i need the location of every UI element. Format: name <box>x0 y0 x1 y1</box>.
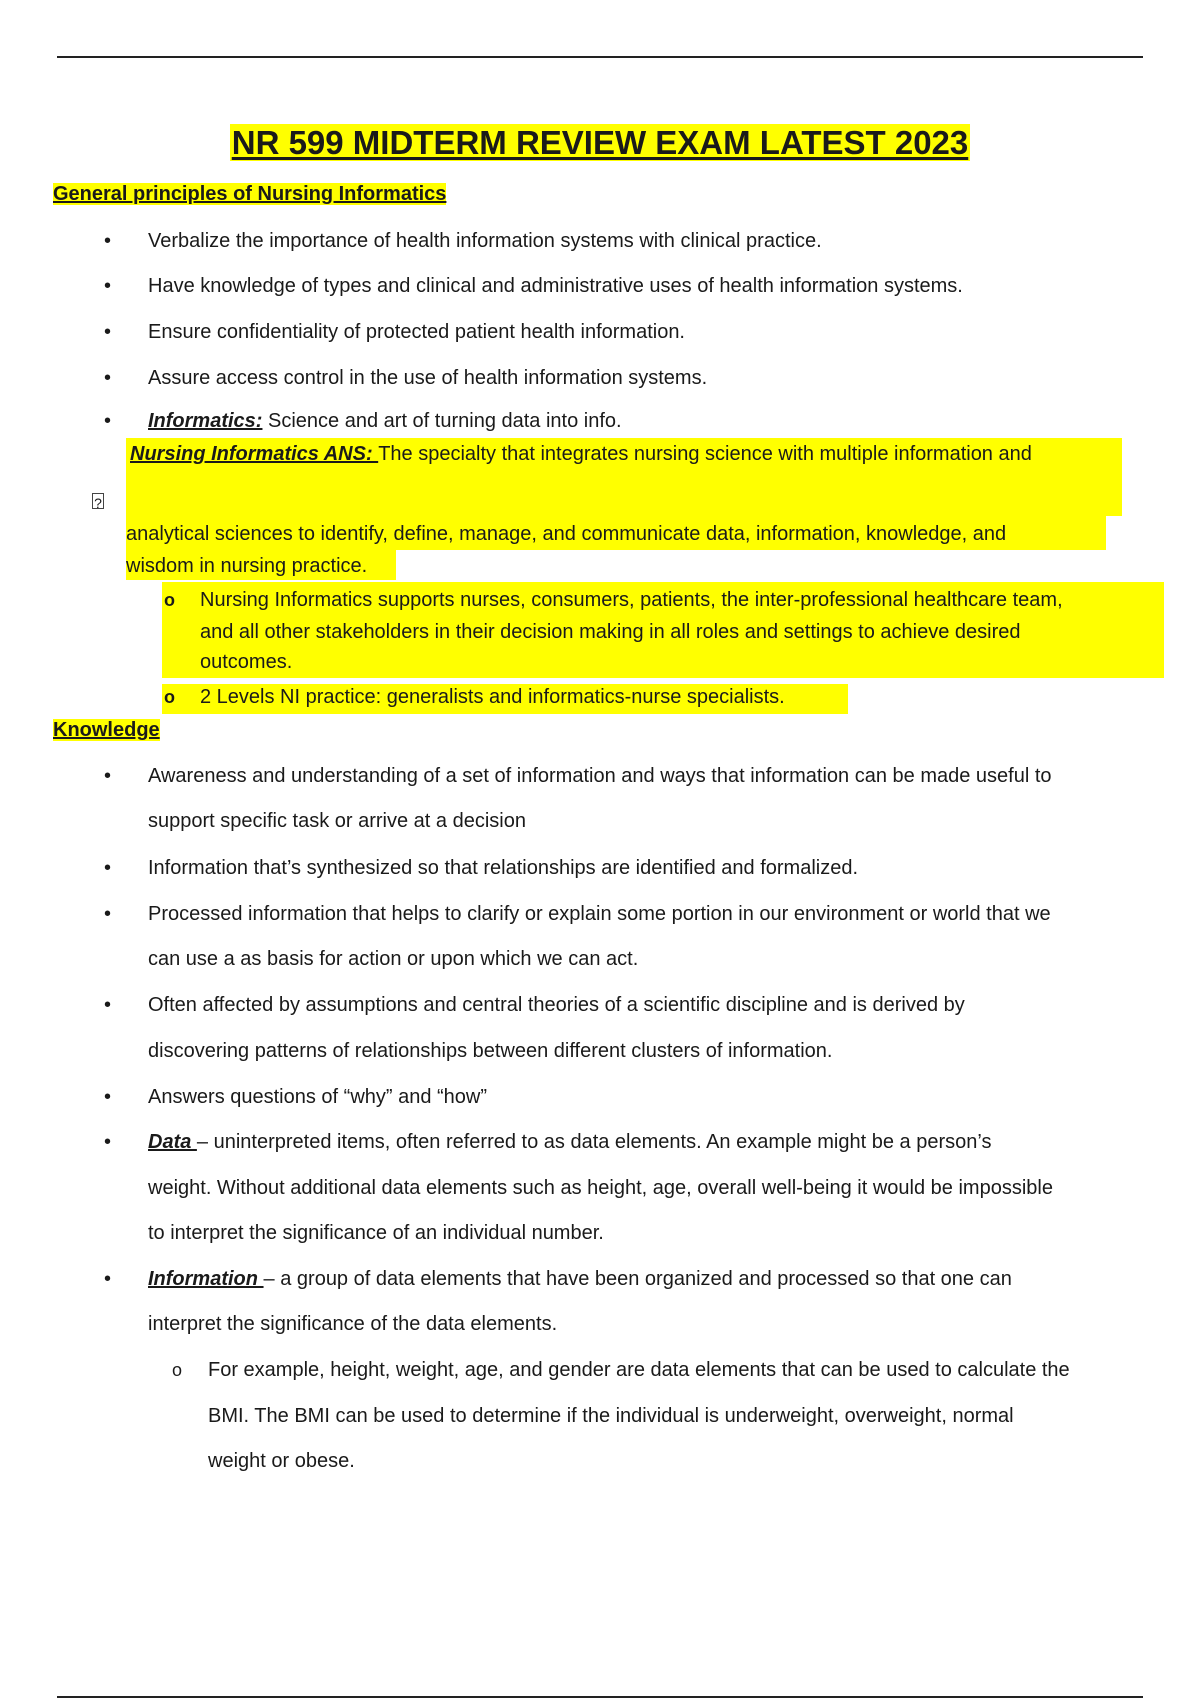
section-heading-general: General principles of Nursing Informatics <box>53 183 447 205</box>
list-item-information <box>148 1266 1012 1292</box>
bullet-dot: • <box>104 275 112 297</box>
nursing-informatics-line-2: analytical sciences to identify, define, manage, and communicate data, information, knowledge, and <box>126 523 1007 545</box>
list-item-cont: can use a as basis for action or upon which we can act. <box>148 948 639 970</box>
list-item: Awareness and understanding of a set of information and ways that information can be made useful to <box>148 765 1052 787</box>
sub-bullet-ring: o <box>172 1360 183 1380</box>
list-item-cont: to interpret the significance of an individual number. <box>148 1222 604 1244</box>
definition-text: The specialty that integrates nursing science with multiple information and <box>378 443 1032 465</box>
sub-list-item-cont: BMI. The BMI can be used to determine if the individual is underweight, overweight, normal <box>208 1405 1014 1427</box>
bullet-dot: • <box>104 367 112 389</box>
term-nursing-informatics: Nursing Informatics ANS: <box>130 443 379 465</box>
page-title: NR 599 MIDTERM REVIEW EXAM LATEST 2023 <box>231 124 969 161</box>
term-data: Data <box>148 1131 197 1153</box>
definition-informatics: Science and art of turning data into info. <box>262 410 622 432</box>
bullet-dot: • <box>104 321 112 343</box>
list-item: Verbalize the importance of health information systems with clinical practice. <box>148 230 822 252</box>
bullet-dot: • <box>104 765 112 787</box>
list-item: Often affected by assumptions and central theories of a scientific discipline and is derived by <box>148 994 965 1016</box>
list-item: Information that’s synthesized so that relationships are identified and formalized. <box>148 857 859 879</box>
bullet-dot: • <box>104 903 112 925</box>
list-item-cont: support specific task or arrive at a decision <box>148 810 526 832</box>
sub-bullet-ring: o <box>164 687 175 707</box>
section-heading-knowledge: Knowledge <box>53 719 160 741</box>
bullet-dot: • <box>104 1086 112 1108</box>
bullet-dot: • <box>104 1268 112 1290</box>
sub-list-item-cont: and all other stakeholders in their decision making in all roles and settings to achieve desired <box>200 621 1021 643</box>
bullet-dot: • <box>104 230 112 252</box>
list-item-cont: discovering patterns of relationships between different clusters of information. <box>148 1040 833 1062</box>
definition-data: – uninterpreted items, often referred to as data elements. An example might be a person’s <box>196 1131 992 1153</box>
list-item-cont: weight. Without additional data elements such as height, age, overall well-being it would be impossible <box>148 1177 1053 1199</box>
bottom-rule <box>57 1696 1143 1698</box>
nursing-informatics-line-1 <box>130 441 1032 467</box>
list-item: Have knowledge of types and clinical and administrative uses of health information systems. <box>148 275 963 297</box>
list-item: Processed information that helps to clarify or explain some portion in our environment or world that we <box>148 903 1051 925</box>
list-item: Answers questions of “why” and “how” <box>148 1086 488 1108</box>
list-item-informatics <box>148 408 622 434</box>
list-item: Ensure confidentiality of protected patient health information. <box>148 321 685 343</box>
top-rule <box>57 56 1143 58</box>
sub-list-item: For example, height, weight, age, and gender are data elements that can be used to calculate the <box>208 1359 1070 1381</box>
sub-list-item: Nursing Informatics supports nurses, consumers, patients, the inter-professional healthcare team, <box>200 589 1063 611</box>
term-informatics: Informatics: <box>148 410 263 432</box>
bullet-dot: • <box>104 857 112 879</box>
definition-information: – a group of data elements that have been organized and processed so that one can <box>263 1268 1012 1290</box>
missing-glyph-icon: ? <box>92 493 104 509</box>
sub-list-item-cont: outcomes. <box>200 651 293 673</box>
term-information: Information <box>148 1268 264 1290</box>
nursing-informatics-line-3: wisdom in nursing practice. <box>126 555 368 577</box>
sub-list-item: 2 Levels NI practice: generalists and informatics-nurse specialists. <box>200 686 785 708</box>
sub-bullet-ring: o <box>164 590 175 610</box>
list-item: Assure access control in the use of health information systems. <box>148 367 708 389</box>
sub-list-item-cont: weight or obese. <box>208 1450 355 1472</box>
bullet-dot: • <box>104 1131 112 1153</box>
bullet-dot: • <box>104 994 112 1016</box>
list-item-cont: interpret the significance of the data elements. <box>148 1313 558 1335</box>
list-item-data <box>148 1129 991 1155</box>
bullet-dot: • <box>104 410 112 432</box>
